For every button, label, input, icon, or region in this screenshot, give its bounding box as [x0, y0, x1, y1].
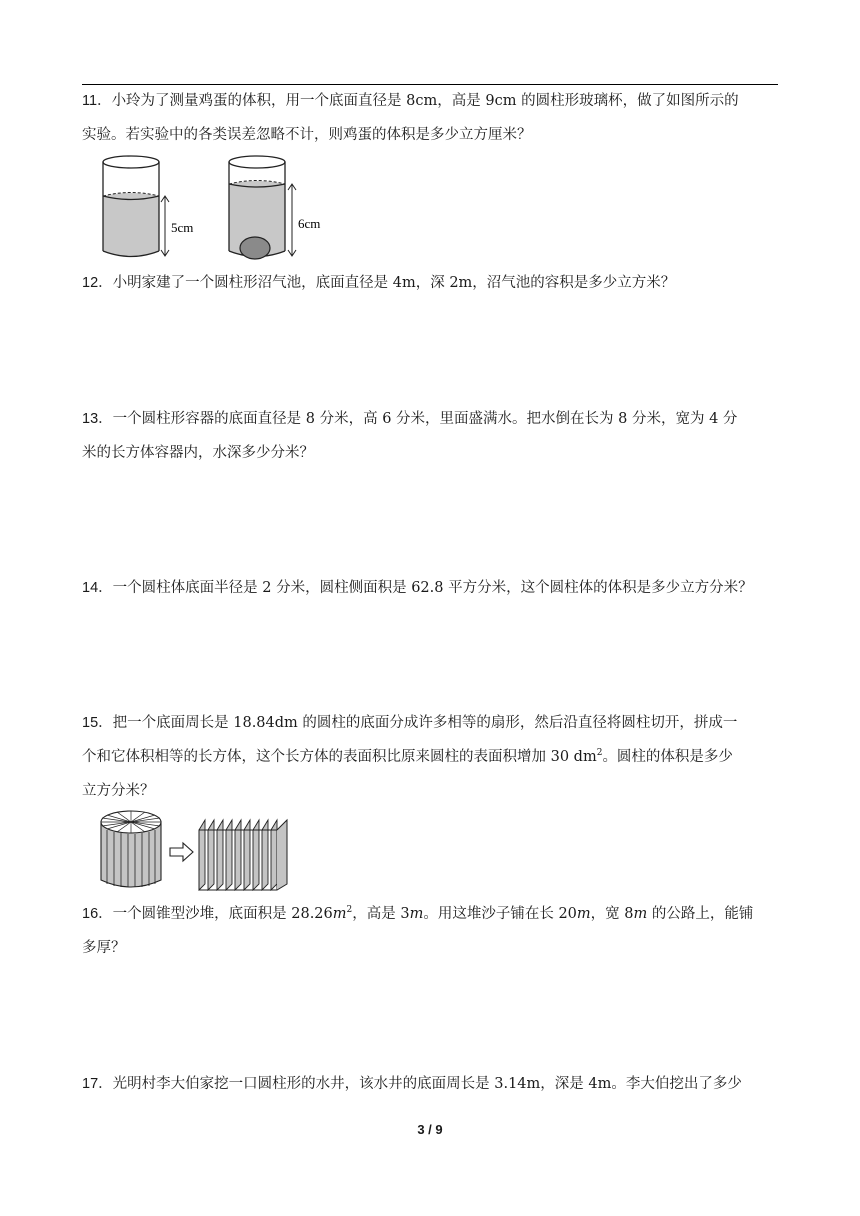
question-text: 立方分米？ [82, 783, 155, 799]
page-number: 3 / 9 [417, 1122, 443, 1137]
question-number: 17． [82, 1076, 113, 1092]
height-label-5cm: 5cm [171, 220, 194, 235]
question-number: 12． [82, 275, 113, 291]
question-text: ，高是 3 [352, 906, 410, 922]
question-text: 。用这堆沙子铺在长 20 [423, 906, 577, 922]
question-text: 多厚？ [82, 940, 126, 956]
question-17 [82, 1067, 782, 1101]
question-text: 把一个底面周长是 18.84dm 的圆柱的底面分成许多相等的扇形，然后沿直径将圆柱切开，拼成一 [112, 715, 738, 731]
superscript: 2 [346, 905, 353, 915]
question-number: 16． [82, 906, 113, 922]
question-16 [82, 897, 782, 965]
question-text: 一个圆柱体底面半径是 2 分米，圆柱侧面积是 62.8 平方分米，这个圆柱体的体积是多少立方分米？ [112, 580, 753, 596]
question-15 [82, 706, 782, 808]
superscript: 2 [596, 748, 603, 758]
question-text: 小明家建了一个圆柱形沼气池，底面直径是 4m，深 2m，沼气池的容积是多少立方米？ [112, 275, 676, 291]
question-11 [82, 84, 782, 152]
question-12 [82, 266, 782, 300]
question-text: 个和它体积相等的长方体，这个长方体的表面积比原来圆柱的表面积增加 30 dm [82, 749, 597, 765]
glass-before [103, 156, 193, 257]
question-text: ，宽 8 [590, 906, 634, 922]
question-text: 小玲为了测量鸡蛋的体积，用一个底面直径是 8cm，高是 9cm 的圆柱形玻璃杯，做了如图所示的 [111, 93, 739, 109]
arrow-icon [170, 843, 193, 861]
question-text: 一个圆锥型沙堆，底面积是 28.26 [112, 906, 333, 922]
cuboid [199, 820, 287, 890]
question-number: 13． [82, 411, 113, 427]
unit-m: m [633, 906, 648, 922]
question-text: 一个圆柱形容器的底面直径是 8 分米，高 6 分米，里面盛满水。把水倒在长为 8 分米，宽为 4 分 [112, 411, 738, 427]
question-text: 的公路上，能铺 [647, 906, 754, 922]
question-number: 14． [82, 580, 113, 596]
height-label-6cm: 6cm [298, 216, 321, 231]
egg-shape [240, 237, 270, 259]
question-text: 米的长方体容器内，水深多少分米？ [82, 445, 314, 461]
glass-after [229, 156, 320, 259]
unit-m: m [332, 906, 347, 922]
question-text: 实验。若实验中的各类误差忽略不计，则鸡蛋的体积是多少立方厘米？ [82, 127, 532, 143]
question-text: 。圆柱的体积是多少 [602, 749, 733, 765]
sliced-cylinder [101, 811, 161, 887]
question-number: 11． [82, 93, 112, 109]
unit-m: m [409, 906, 424, 922]
egg-volume-figure [95, 152, 335, 264]
question-text: 光明村李大伯家挖一口圆柱形的水井，该水井的底面周长是 3.14m，深是 4m。李大伯挖出了多少 [112, 1076, 742, 1092]
question-14 [82, 571, 782, 605]
question-13 [82, 402, 782, 470]
cylinder-to-cuboid-figure [97, 808, 297, 894]
question-number: 15． [82, 715, 113, 731]
unit-m: m [576, 906, 591, 922]
